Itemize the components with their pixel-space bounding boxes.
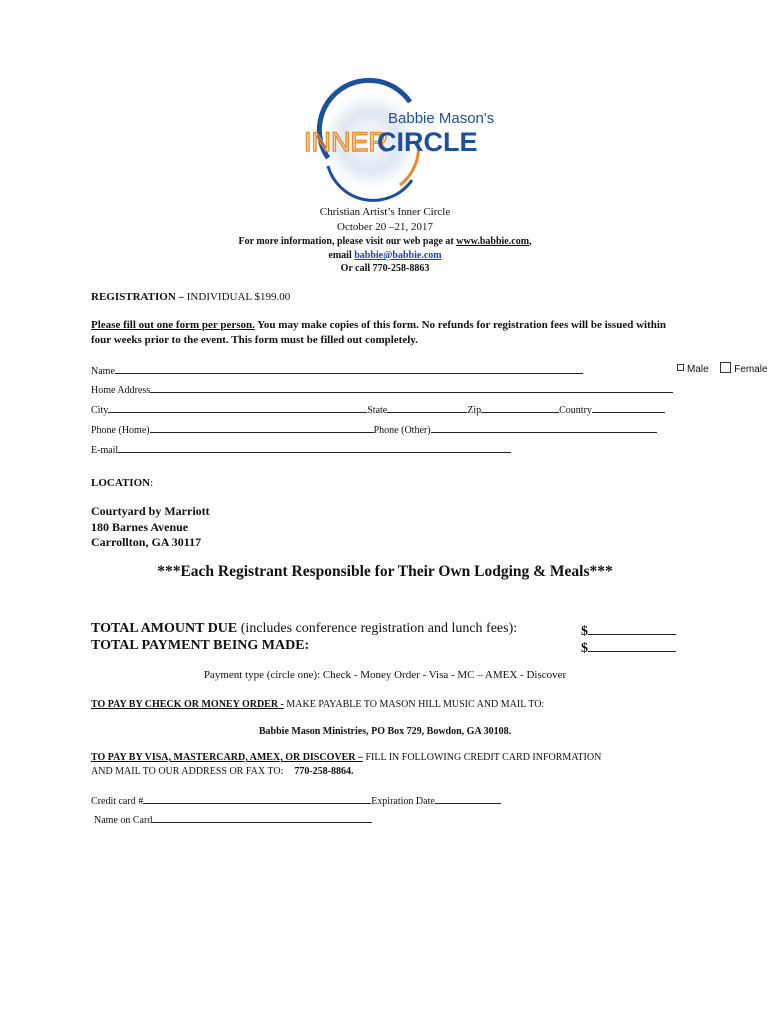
card-text-2: AND MAIL TO OUR ADDRESS OR FAX TO: <box>91 766 284 777</box>
registration-label: REGISTRATION – <box>91 291 185 303</box>
registration-line <box>91 291 290 303</box>
city-row <box>91 402 665 416</box>
phone-line: Or call 770-258-8863 <box>340 263 430 274</box>
card-instructions <box>91 752 601 763</box>
expiration-field[interactable] <box>435 793 501 804</box>
total-due-label: TOTAL AMOUNT DUE <box>91 621 238 636</box>
name-on-card-row <box>94 812 372 826</box>
email-link[interactable]: babbie@babbie.com <box>354 250 442 261</box>
home-address-row <box>91 382 673 396</box>
email-field[interactable] <box>118 442 511 453</box>
location-heading <box>91 477 153 489</box>
name-on-card-label: Name on Card <box>94 815 153 826</box>
logo-top-text: Babbie Mason's <box>388 110 495 127</box>
city-field[interactable] <box>108 402 367 413</box>
home-address-field[interactable] <box>150 382 673 393</box>
name-row <box>91 363 583 377</box>
female-label: Female <box>734 364 768 375</box>
phone-other-field[interactable] <box>431 422 657 433</box>
event-dates: October 20 –21, 2017 <box>337 221 433 233</box>
name-field[interactable] <box>115 363 583 374</box>
instructions-rest: You may make copies of this form. No refunds for registration fees will be issued within four weeks prior to the event. This form must be filled out completely. <box>91 319 667 346</box>
country-field[interactable] <box>592 402 665 413</box>
registration-detail: INDIVIDUAL $199.00 <box>184 291 291 303</box>
total-due-line <box>91 621 517 637</box>
phone-home-label: Phone (Home) <box>91 425 150 436</box>
total-payment-field[interactable] <box>588 638 676 652</box>
expiration-label: Expiration Date <box>371 796 435 807</box>
male-label: Male <box>687 364 709 375</box>
instructions-underlined: Please fill out one form per person. <box>91 319 255 331</box>
phone-home-field[interactable] <box>150 422 374 433</box>
name-on-card-field[interactable] <box>152 812 372 823</box>
home-address-label: Home Address <box>91 385 151 396</box>
credit-card-row <box>91 793 501 807</box>
country-label: Country <box>559 405 592 416</box>
payment-type: Payment type (circle one): Check - Money Order - Visa - MC – AMEX - Discover <box>203 669 567 681</box>
email-prefix: email <box>328 250 355 261</box>
credit-card-field[interactable] <box>143 793 371 804</box>
city-label: City <box>91 405 109 416</box>
total-due-field[interactable] <box>588 621 676 635</box>
more-info-suffix: , <box>529 236 532 247</box>
venue-name: Courtyard by Marriott <box>91 504 210 518</box>
logo-word-inner: INNER <box>304 127 389 157</box>
gender-group <box>677 362 768 375</box>
email-row <box>91 442 511 456</box>
email-field-label: E-mail <box>91 445 119 456</box>
credit-card-label: Credit card # <box>91 796 144 807</box>
check-text: MAKE PAYABLE TO MASON HILL MUSIC AND MAIL TO: <box>283 699 545 710</box>
name-label: Name <box>91 366 115 377</box>
location-label: LOCATION <box>91 477 151 489</box>
mailing-address: Babbie Mason Ministries, PO Box 729, Bowdon, GA 30108. <box>258 726 512 737</box>
location-address <box>91 504 210 551</box>
inner-circle-logo <box>300 88 495 194</box>
website-link[interactable]: www.babbie.com <box>456 236 530 247</box>
male-checkbox[interactable] <box>677 364 684 371</box>
total-payment-amount <box>581 638 676 657</box>
more-info-prefix: For more information, please visit our web page at <box>238 236 457 247</box>
location-colon: : <box>150 477 154 489</box>
phone-row <box>91 422 657 436</box>
check-instructions <box>91 699 544 710</box>
email-line <box>0 250 770 261</box>
venue-street: 180 Barnes Avenue <box>91 519 189 534</box>
instructions <box>91 318 681 348</box>
logo-word-circle: CIRCLE <box>377 127 478 157</box>
fax-number: 770-258-8864. <box>294 766 354 777</box>
zip-field[interactable] <box>481 402 559 413</box>
event-title: Christian Artist’s Inner Circle <box>319 206 451 218</box>
card-text-1: FILL IN FOLLOWING CREDIT CARD INFORMATION <box>362 752 602 763</box>
state-label: State <box>367 405 388 416</box>
phone-other-label: Phone (Other) <box>373 425 431 436</box>
check-heading: TO PAY BY CHECK OR MONEY ORDER - <box>91 699 284 710</box>
card-instructions-2 <box>91 766 354 777</box>
total-due-note: (includes conference registration and lunch fees): <box>237 621 518 636</box>
state-field[interactable] <box>387 402 467 413</box>
lodging-notice: ***Each Registrant Responsible for Their Own Lodging & Meals*** <box>157 563 613 580</box>
total-due-dollar: $ <box>581 624 588 639</box>
female-checkbox[interactable] <box>720 362 731 373</box>
more-info-line <box>0 236 770 247</box>
zip-label: Zip <box>467 405 482 416</box>
card-heading: TO PAY BY VISA, MASTERCARD, AMEX, OR DISCOVER – <box>91 752 363 763</box>
venue-city: Carrollton, GA 30117 <box>91 535 202 549</box>
total-payment-dollar: $ <box>581 641 588 656</box>
total-payment-label: TOTAL PAYMENT BEING MADE: <box>91 638 310 653</box>
